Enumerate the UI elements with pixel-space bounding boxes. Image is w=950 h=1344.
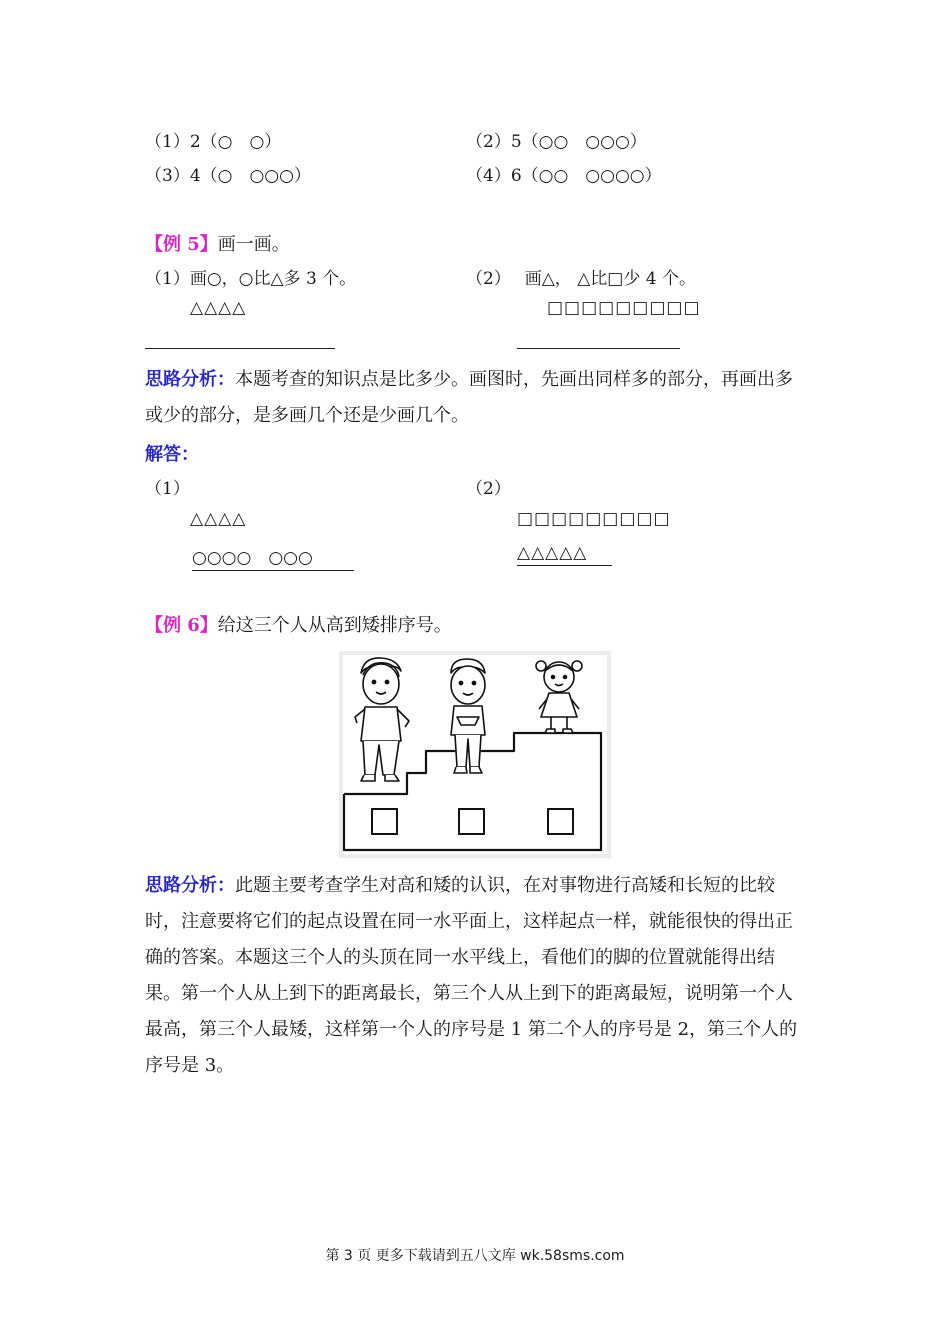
example5-q2-label: （2） 画△， △比□少 4 个。 (466, 269, 696, 289)
example6-heading (145, 611, 452, 637)
three-children-illustration (339, 651, 611, 858)
analysis-text: 本题考查的知识点是比多少。画图时，先画出同样多的部分，再画出多或少的部分，是多画几个还是少画几个。 (145, 369, 793, 426)
example6-analysis (145, 868, 807, 1084)
answer-1-line2: ○○○○ ○○○ (192, 543, 354, 571)
answer-1-label: （1） (145, 479, 190, 499)
order-box-2 (459, 809, 484, 834)
page-footer: 第 3 页 更多下载请到五八文库 wk.58sms.com (325, 1248, 625, 1264)
answer-blank-1 (145, 348, 335, 349)
top-item-2: （2）5（○○ ○○○） (466, 132, 647, 152)
example5-title: 画一画。 (217, 234, 290, 255)
answer-2-line1: □□□□□□□□□ (517, 509, 671, 529)
order-box-1 (372, 809, 397, 834)
answer-blank-2 (517, 348, 680, 349)
top-item-1: （1）2（○ ○） (145, 132, 282, 152)
example5-q2-given: □□□□□□□□□ (547, 298, 701, 318)
answer-2-label: （2） (466, 479, 511, 499)
answer-1-line1: △△△△ (190, 509, 247, 529)
analysis-text-2: 此题主要考查学生对高和矮的认识，在对事物进行高矮和长短的比较时，注意要将它们的起点设置在同一水平面上，这样起点一样，就能很快的得出正确的答案。本题这三个人的头顶在同一水平线上，看他们的脚的位置就能得出结果。第一个人从上到下的距离最长，第三个人从上到下的距离最短，说明第一个人最高，第三个人最矮，这样第一个人的序号是 1 第二个人的序号是 2，第三个人的序号是 3。 (145, 875, 798, 1076)
answer-2-line2: △△△△△ (517, 543, 612, 566)
example5-tag: 【例 5】 (145, 234, 218, 255)
example5-q1-given: △△△△ (190, 298, 247, 318)
analysis-label: 思路分析： (145, 369, 235, 390)
example5-heading (145, 230, 290, 256)
order-box-3 (548, 809, 573, 834)
example6-title: 给这三个人从高到矮排序号。 (217, 615, 452, 636)
answer-label: 解答： (145, 444, 199, 465)
example6-tag: 【例 6】 (145, 615, 218, 636)
example5-analysis (145, 362, 807, 434)
analysis-label-2: 思路分析： (145, 875, 235, 896)
top-item-3: （3）4（○ ○○○） (145, 166, 311, 186)
example5-q1-label: （1）画○，○比△多 3 个。 (145, 269, 357, 289)
top-item-4: （4）6（○○ ○○○○） (466, 166, 662, 186)
